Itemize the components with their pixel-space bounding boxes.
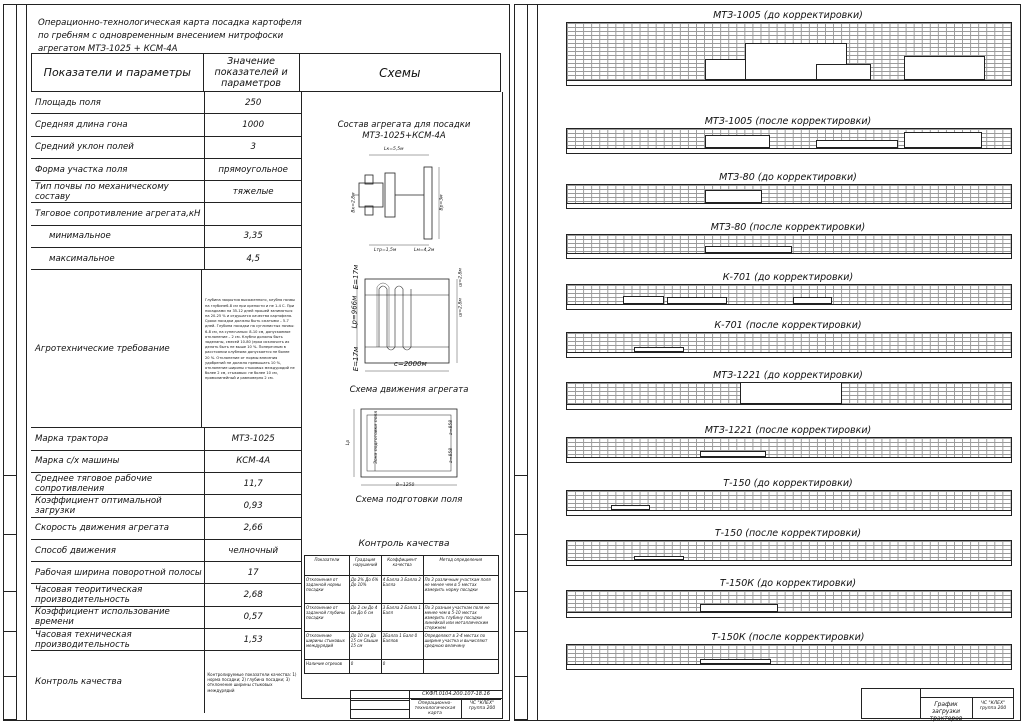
binding-strip <box>4 5 17 720</box>
param-value: 3 <box>250 142 256 153</box>
scheme-preparation-title: Схема подготовки поля <box>355 495 463 505</box>
param-row <box>31 607 301 629</box>
chart-title: Т-150К (после корректировки) <box>711 632 865 643</box>
chart-axis <box>567 148 1011 153</box>
param-value: 2,68 <box>243 590 263 601</box>
param-row <box>31 473 301 495</box>
load-bar <box>623 296 664 304</box>
q-header-1: Градация нарушений <box>349 556 381 576</box>
param-value: КСМ-4А <box>236 456 271 467</box>
quality-cell: По 3 разным участкам поля не менее чем в 5-10 местах измерить глубину посадки линейкой или металлическим стержнем <box>423 604 498 632</box>
chart-axis <box>567 80 1011 85</box>
param-label: Тяговое сопротивление агрегата,кН <box>31 203 205 224</box>
param-row <box>31 248 301 270</box>
quality-row <box>305 604 499 632</box>
load-bar <box>700 604 778 612</box>
dim-working-length: Lр=966м <box>350 295 359 329</box>
param-row <box>31 181 301 203</box>
quality-row <box>305 632 499 660</box>
load-bar <box>705 246 792 253</box>
agro-requirements-row <box>31 270 301 428</box>
quality-cell: Отклонение ширины стыковых междурядий <box>305 632 350 660</box>
chart-axis <box>567 304 1011 309</box>
param-label: Часовая теоритическая производительность <box>31 584 205 605</box>
tractor-aggregate-scheme <box>349 145 444 255</box>
dim-turn-1: ш=2,8м <box>458 268 464 287</box>
param-label: Площадь поля <box>31 92 205 113</box>
dim-headland-top: Е=17м <box>352 264 361 290</box>
dim-width-tractor: Bк=2,8м <box>351 192 357 213</box>
dim-headland-bottom: Е=17м <box>352 346 361 372</box>
load-chart <box>566 590 1012 618</box>
dim-working-width: Вр=3м <box>439 194 445 211</box>
chart-axis <box>567 253 1011 258</box>
chart-title: Т-150 (до корректировки) <box>723 478 853 489</box>
param-value: 0,93 <box>243 500 263 511</box>
quality-table <box>304 555 499 674</box>
param-row <box>31 137 301 159</box>
load-bar <box>816 64 872 80</box>
quality-cell: 3 Балла 2 Балла 1 Балл <box>381 604 423 632</box>
quality-cell: Отклонения от заданной нормы посадки <box>305 576 350 604</box>
q-header-3: Метод определения <box>423 556 498 576</box>
param-label: Средний уклон полей <box>31 137 205 158</box>
chart-title: К-701 (после корректировки) <box>714 320 862 331</box>
dim-prep-zone: Зона подготовки поля <box>374 410 380 465</box>
drawing-code: СКФП.0104.200.107-18.16 <box>411 691 501 700</box>
quality-cell: Определяют в 3-4 местах по ширине участка и вычисляют среднюю величину <box>423 632 498 660</box>
param-value: тяжелые <box>232 186 274 197</box>
dim-length-aggregate: Lк=5,5м <box>384 147 404 152</box>
q-header-0: Показатели <box>305 556 350 576</box>
param-label: максимальное <box>31 248 205 269</box>
agro-text: Глубина закрытия высаженного, клубня почвы на глубине6-8 см при крепости и не 1-4 С. При посадками на 35-12 дней прошей заниматься на 20-25 % и отдушатся качества картофеля. Сроки посадки должны быть сжатыми – 5-7 дней. Глубина посадки на суглинистых почвы: 6-8 см, на супесчаных: 8-10 см, допускаемое отклонение – 2 см. Клубни должны быть заделаны, смесей 10-80 (ерка исключить их делать быть не выше 10 %. Поперечным в расстоянии клубнями допускается не более 20 %. Отклонение от нормы внесения удобрений не должно превышать 10 %, отклонение ширины стыковых междурядий не более 2 см, стыковых: не более 10 см, прямолинейный и равномерно 2 см. <box>205 298 295 381</box>
dim-prep-length: Lр <box>346 439 352 446</box>
load-chart <box>566 332 1012 358</box>
chart-title: МТЗ-1221 (до корректировки) <box>713 370 863 381</box>
scheme-composition-title: Состав агрегата для посадки МТЗ-1025+КСМ-4А <box>337 120 471 141</box>
param-row <box>31 92 301 114</box>
param-label: Тип почвы по механическому составу <box>31 181 205 202</box>
load-bar <box>667 297 728 304</box>
param-value: 1000 <box>242 119 265 130</box>
param-label: Форма участка поля <box>31 159 205 180</box>
chart-title: МТЗ-1221 (после корректировки) <box>704 425 872 436</box>
param-row <box>31 114 301 136</box>
load-bar <box>705 190 762 203</box>
chart-title: МТЗ-80 (после корректировки) <box>710 222 866 233</box>
param-value: прямоугольное <box>218 164 288 175</box>
parameters-table <box>31 53 501 92</box>
param-value: 2,66 <box>243 523 263 534</box>
param-value: 250 <box>244 97 262 108</box>
load-chart <box>566 644 1012 670</box>
load-bar <box>740 382 842 404</box>
chart-title: Т-150 (после корректировки) <box>714 528 862 539</box>
chart-axis <box>567 352 1011 357</box>
load-bar <box>793 297 832 304</box>
dim-length-machine: Lм=4,2м <box>414 248 435 253</box>
quality-cell <box>423 660 498 674</box>
param-value: 0,57 <box>243 612 263 623</box>
header-params: Показатели и параметры <box>32 54 204 92</box>
dim-length-tractor: Lтр=1,5м <box>374 248 397 253</box>
map-title: Операционно-технологическая карта посадка картофеля по гребням с одновременным внесением нитрофоски агрегатом МТЗ-1025 + КСМ-4А <box>38 18 302 54</box>
quality-control-row <box>31 651 301 713</box>
quality-control-title: Контроль качества <box>358 539 450 549</box>
field-preparation-scheme <box>349 403 464 493</box>
organization: ЧС "КЛЕХ" группа 200 <box>468 701 496 711</box>
title-block <box>350 690 503 719</box>
quality-cell: До 2% До 6% До 10% <box>349 576 381 604</box>
chart-axis <box>567 457 1011 462</box>
param-value: 17 <box>247 567 259 578</box>
chart-axis <box>567 664 1011 669</box>
q-header-2: Коэффициент качества <box>381 556 423 576</box>
param-value: 4,5 <box>246 253 261 264</box>
dim-turn-2: ш=2,8м <box>458 298 464 317</box>
param-row <box>31 428 301 450</box>
load-chart <box>566 284 1012 310</box>
quality-cell: 0 <box>349 660 381 674</box>
chart-title: МТЗ-1005 (до корректировки) <box>713 10 863 21</box>
quality-cell: 4 Балла 3 Балла 2 Балла <box>381 576 423 604</box>
param-row <box>31 518 301 540</box>
binding-strip-2 <box>515 5 528 720</box>
param-label: Часовая техническая производительность <box>31 629 205 650</box>
quality-cell: 2Балла 1 Балл 0 Баллов <box>381 632 423 660</box>
quality-cell: 0 <box>381 660 423 674</box>
quality-cell: До 10 см До 15 см Свыше 15 см <box>349 632 381 660</box>
sheet-operational-map <box>3 4 510 721</box>
param-row <box>31 159 301 181</box>
load-chart <box>566 382 1012 410</box>
param-label: Среднее тяговое рабочие сопротивления <box>31 473 205 494</box>
chart-axis <box>567 612 1011 617</box>
load-chart <box>566 234 1012 259</box>
chart-axis <box>567 560 1011 565</box>
load-bar <box>816 140 899 148</box>
quality-row <box>305 660 499 674</box>
param-value: челночный <box>228 545 279 556</box>
quality-cell: Отклонение от заданной глубины посадки <box>305 604 350 632</box>
chart-axis <box>567 510 1011 515</box>
scheme-movement-title: Схема движения агрегата <box>349 385 469 395</box>
chart-title: Т-150К (до корректировки) <box>719 578 857 589</box>
header-schemes: Схемы <box>299 54 500 92</box>
param-label: Рабочая ширина поворотной полосы <box>31 562 205 583</box>
load-bar <box>705 135 770 148</box>
load-chart <box>566 184 1012 209</box>
dim-field-width: с=2000м <box>394 360 427 368</box>
param-label: минимальное <box>31 226 205 247</box>
param-row <box>31 226 301 248</box>
quality-cell: По 3 различным участкам поля не менее чем в 5 местах измерить норму посадки <box>423 576 498 604</box>
quality-cell: Наличие огрехов <box>305 660 350 674</box>
load-bar <box>904 56 984 80</box>
param-row <box>31 203 301 225</box>
param-value: 11,7 <box>243 478 263 489</box>
load-bar <box>904 132 982 148</box>
param-label: Марка трактора <box>31 428 205 449</box>
chart-title: МТЗ-1005 (после корректировки) <box>704 116 872 127</box>
load-chart <box>566 437 1012 463</box>
param-row <box>31 584 301 606</box>
drawing-name: Операционно-технологическая карта <box>414 701 456 716</box>
param-label: Скорость движения агрегата <box>31 518 205 539</box>
parameter-rows <box>31 92 301 713</box>
title-block-2 <box>861 688 1014 722</box>
param-row <box>31 540 301 562</box>
chart-axis <box>567 203 1011 208</box>
param-value: 1,53 <box>243 634 263 645</box>
load-chart <box>566 540 1012 566</box>
load-chart <box>566 22 1012 86</box>
chart-title: МТЗ-80 (до корректировки) <box>719 172 857 183</box>
param-value: 3,35 <box>243 231 263 242</box>
param-value: МТЗ-1025 <box>231 434 275 445</box>
param-label: Средняя длина гона <box>31 114 205 135</box>
organization-2: ЧС "КЛЕХ" группа 200 <box>979 701 1007 711</box>
chart-axis <box>567 404 1011 409</box>
dim-prep-b: В=1250 <box>396 483 415 488</box>
param-row <box>31 495 301 517</box>
drawing-name-2: График загрузки тракторов <box>929 701 963 722</box>
param-row <box>31 629 301 651</box>
param-label: Коэффициент использование времени <box>31 607 205 628</box>
param-row <box>31 451 301 473</box>
agro-label: Агротехнические требование <box>31 270 202 427</box>
param-label: Марка с/х машины <box>31 451 205 472</box>
quality-cell: До 2 см До 4 см До 6 см <box>349 604 381 632</box>
dim-prep-a1: а=858 <box>449 419 455 436</box>
param-label: Способ движения <box>31 540 205 561</box>
quality-row <box>305 576 499 604</box>
dim-prep-a2: а=858 <box>449 447 455 464</box>
header-values: Значение показателей и параметров <box>203 54 299 92</box>
load-chart <box>566 128 1012 154</box>
param-label: Контроль качества <box>31 651 205 713</box>
param-value: Контролируемые показатели качества: 1) норма посадки; 2) глубина посадки; 3) отклонение ширины стыковых междурядий <box>207 671 297 693</box>
chart-title: К-701 (до корректировки) <box>722 272 854 283</box>
param-label: Коэффициент оптимальной загрузки <box>31 495 205 516</box>
param-row <box>31 562 301 584</box>
load-chart <box>566 490 1012 516</box>
